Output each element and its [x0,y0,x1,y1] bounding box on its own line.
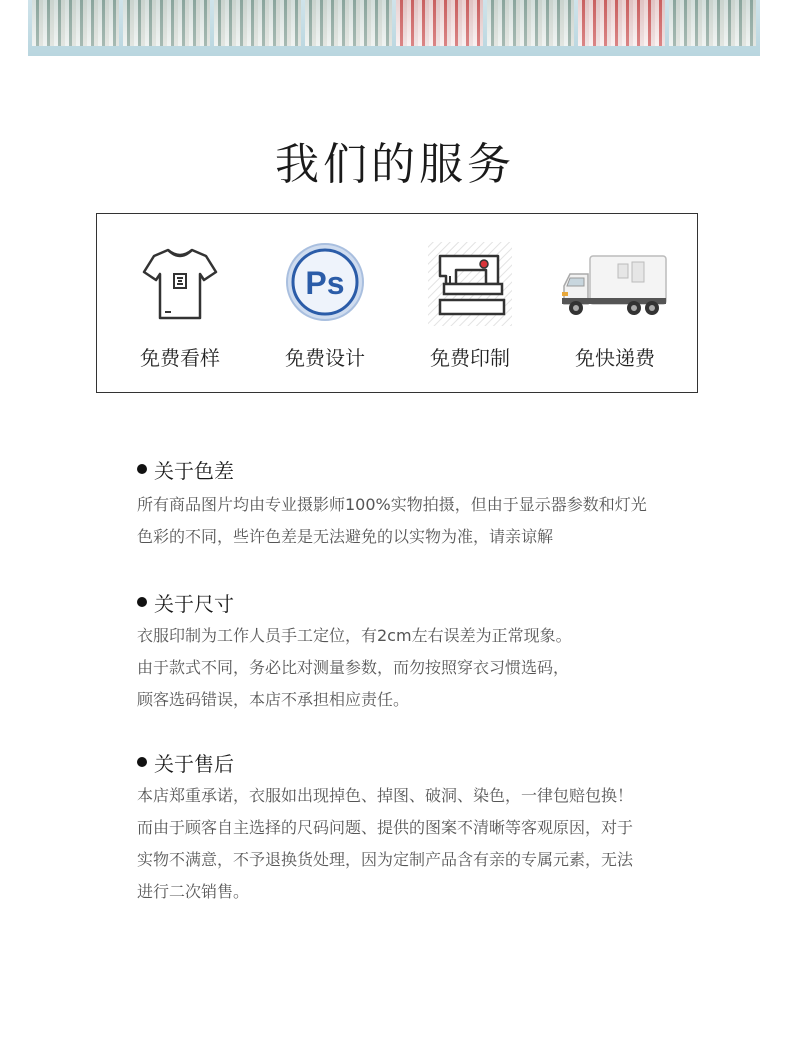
section-size [137,589,737,716]
group-photo [305,0,392,46]
tshirt-icon [140,242,220,322]
section-after-sales [137,749,737,908]
section-heading [137,589,737,615]
group-photo [396,0,483,46]
service-free-printing [397,214,543,394]
section-text-line: 而由于顾客自主选择的尺码问题、提供的图案不清晰等客观原因，对于 [137,818,634,837]
service-free-sample [107,214,253,394]
section-text-line: 实物不满意，不予退换货处理，因为定制产品含有亲的专属元素，无法 [137,850,634,869]
delivery-truck-icon [560,242,670,322]
section-heading [137,749,737,775]
service-free-design [252,214,398,394]
sewing-machine-icon [430,242,510,322]
section-text-line: 顾客选码错误，本店不承担相应责任。 [137,690,410,709]
customer-photo-banner [28,0,760,56]
section-heading-text: 关于色差 [154,458,234,483]
bullet-dot-icon [137,464,147,474]
group-photo [123,0,210,46]
service-label: 免费看样 [140,346,220,370]
services-panel [96,213,698,393]
page-title: 我们的服务 [275,139,515,190]
section-text-line: 由于款式不同，务必比对测量参数，而勿按照穿衣习惯选码， [137,658,570,677]
service-label: 免快递费 [575,346,655,370]
section-heading-text: 关于尺寸 [154,591,234,616]
group-photo [32,0,119,46]
section-text-line: 所有商品图片均由专业摄影师100%实物拍摄，但由于显示器参数和灯光 [137,495,647,514]
section-text-line: 进行二次销售。 [137,882,250,901]
svg-text:Ps: Ps [305,265,345,301]
group-photo [214,0,301,46]
section-heading-text: 关于售后 [154,751,234,776]
service-label: 免费设计 [285,346,365,370]
group-photo [669,0,756,46]
photoshop-icon [285,242,365,322]
section-text-line: 衣服印制为工作人员手工定位，有2cm左右误差为正常现象。 [137,626,572,645]
section-color-difference [137,456,737,553]
bullet-dot-icon [137,597,147,607]
group-photo [578,0,665,46]
section-heading [137,456,737,482]
section-text-line: 色彩的不同，些许色差是无法避免的以实物为准，请亲谅解 [137,527,554,546]
service-free-shipping [542,214,688,394]
group-photo [487,0,574,46]
bullet-dot-icon [137,757,147,767]
service-label: 免费印制 [430,346,510,370]
section-text-line: 本店郑重承诺，衣服如出现掉色、掉图、破洞、染色，一律包赔包换！ [137,786,634,805]
